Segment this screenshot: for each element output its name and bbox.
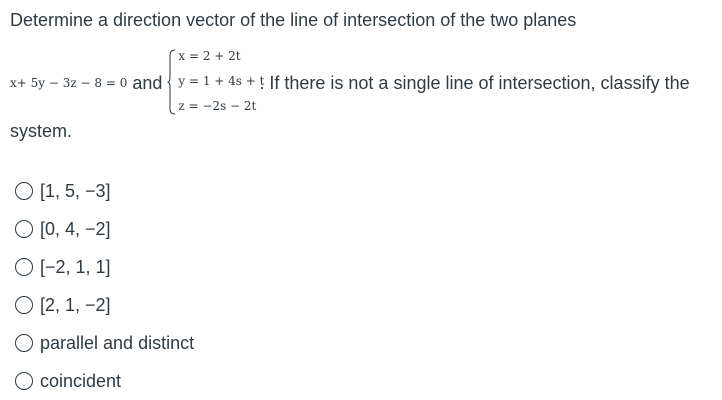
radio-button[interactable] [15, 220, 33, 238]
option-label: [1, 5, −3] [40, 180, 111, 201]
radio-button[interactable] [15, 334, 33, 352]
left-brace-icon [167, 49, 177, 115]
option-6[interactable] [10, 362, 194, 400]
option-5[interactable] [10, 324, 194, 362]
option-3[interactable] [10, 248, 194, 286]
radio-button[interactable] [15, 296, 33, 314]
system-equation-z: z = −2s − 2t [178, 99, 257, 113]
option-label: coincident [40, 370, 122, 391]
answer-options [10, 172, 194, 400]
plane-equation: x+ 5y − 3z − 8 = 0 [10, 76, 128, 90]
question-text-continuation: . If there is not a single line of intersection, classify the [259, 72, 690, 93]
option-1[interactable] [10, 172, 194, 210]
radio-button[interactable] [15, 372, 33, 390]
option-label: [−2, 1, 1] [40, 256, 111, 277]
question-text-line-2 [10, 49, 695, 113]
and-text: and [132, 72, 163, 93]
option-label: parallel and distinct [40, 332, 195, 353]
parametric-system [167, 47, 265, 119]
radio-button[interactable] [15, 182, 33, 200]
system-equation-x: x = 2 + 2t [178, 49, 241, 63]
system-equation-y: y = 1 + 4s + t [178, 74, 265, 88]
question-text-line-3: system. [10, 121, 73, 141]
question-text-line-1: Determine a direction vector of the line of intersection of the two planes [10, 10, 577, 30]
option-label: [0, 4, −2] [40, 218, 111, 239]
option-4[interactable] [10, 286, 194, 324]
radio-button[interactable] [15, 258, 33, 276]
option-2[interactable] [10, 210, 194, 248]
option-label: [2, 1, −2] [40, 294, 111, 315]
